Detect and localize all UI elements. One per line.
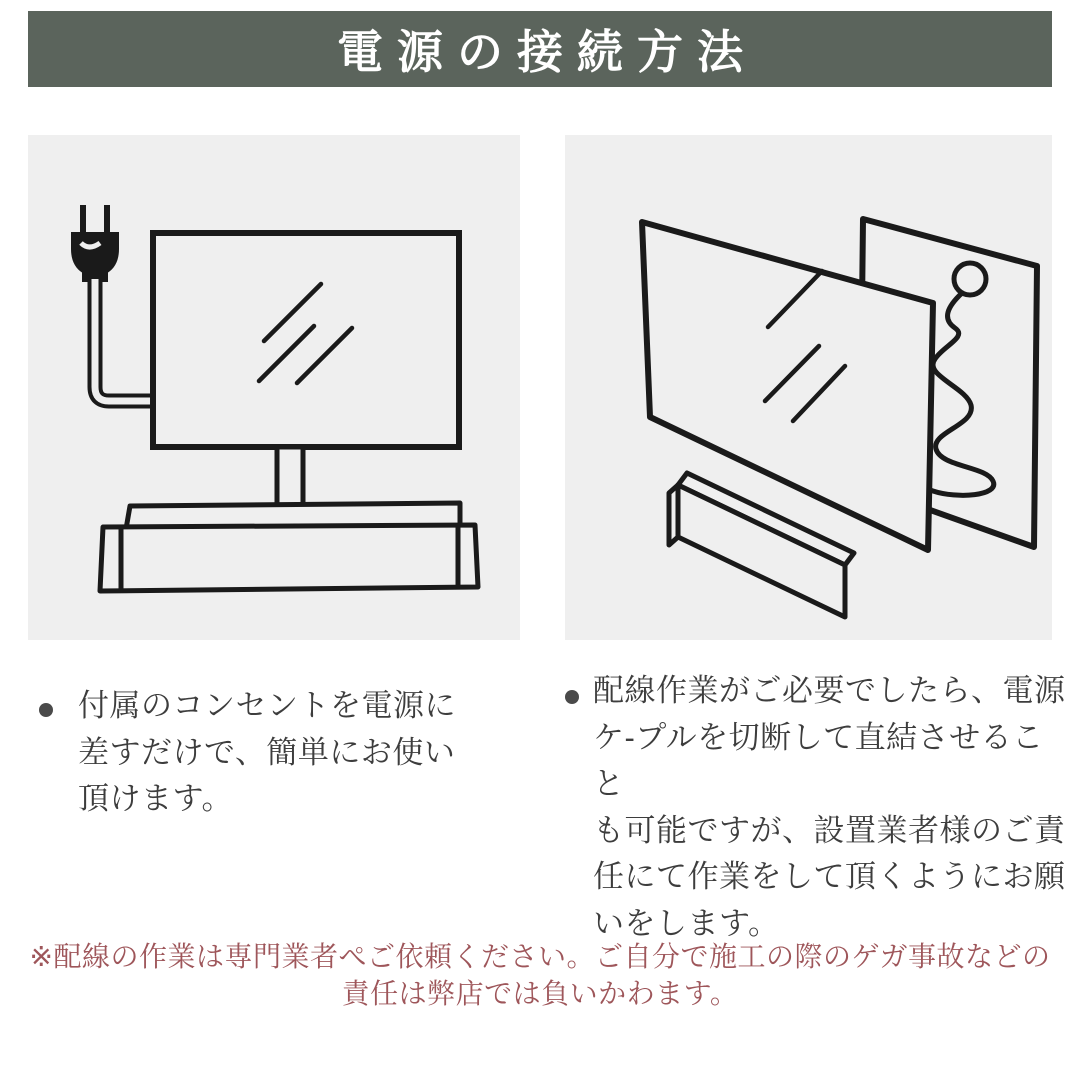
power-plug-icon: [72, 233, 118, 281]
bullet-dot-icon: [39, 703, 53, 717]
bullet-line: 付属のコンセントを電源に: [78, 688, 456, 723]
soundbar-front: [678, 485, 845, 617]
bullet-line: いをします。: [593, 905, 780, 941]
bullet-line: 任にて作業をして頂くようにお願: [593, 859, 1066, 894]
bullet-dot-icon: [565, 690, 579, 704]
page-title: 電源の接続方法: [337, 26, 757, 78]
plug-prongs-icon: [83, 205, 107, 233]
tv-wall-panel-cable-illustration: [565, 135, 1052, 640]
bullet-text-plug: [78, 683, 508, 823]
bullet-line: 配線作業がご必要でしたら、電源: [593, 673, 1066, 708]
bullet-text-wiring: [593, 668, 1073, 947]
soundbar-end-cap: [669, 485, 678, 545]
header-banner: [28, 11, 1052, 87]
bullet-line: 頂けます。: [78, 781, 234, 816]
tv-screen: [153, 233, 459, 447]
footnote-line: 責任は弊店では負いかわます。: [341, 978, 739, 1009]
footnote: [0, 938, 1080, 1012]
footnote-line: ※配線の作業は専門業者ぺご依頼ください。ご自分で施工の際のゲガ事故などの: [29, 941, 1051, 972]
tv-with-power-plug-illustration: [28, 135, 520, 640]
tv-stand-base: [100, 525, 478, 591]
bullet-line: ケ-プルを切断して直結させること: [593, 719, 1044, 801]
bullet-line: 差すだけで、簡単にお使い: [78, 734, 456, 770]
tv-stand-neck: [277, 447, 303, 505]
bullet-line: も可能ですが、設置業者様のご責: [593, 812, 1066, 848]
panel-tv-wall: [565, 135, 1052, 640]
panel-tv-plug: [28, 135, 520, 640]
